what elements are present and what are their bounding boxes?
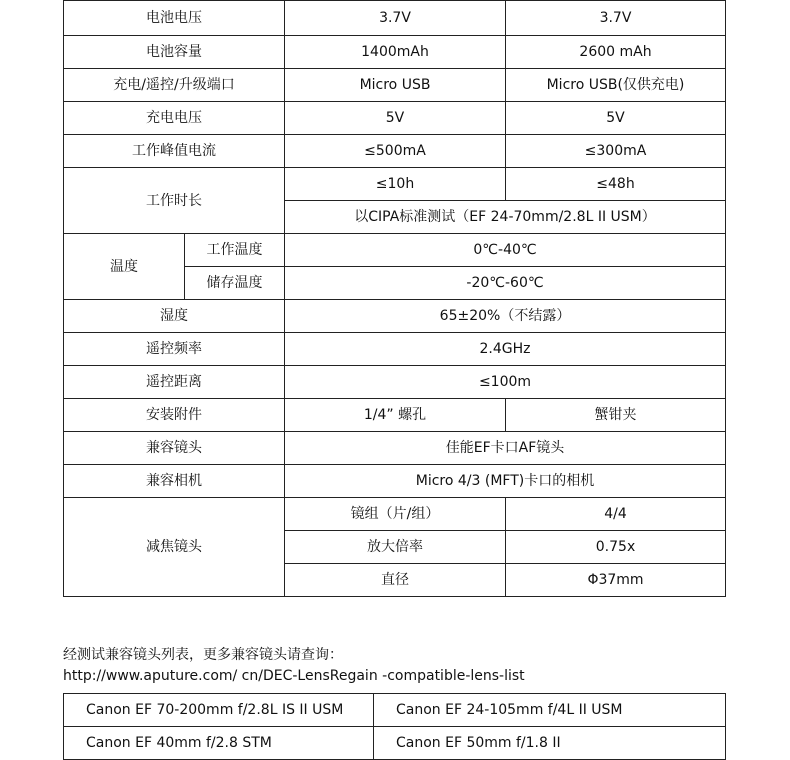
lens-list-table [63, 693, 726, 760]
row-label: 兼容镜头 [64, 432, 285, 465]
cell-value: Micro 4/3 (MFT)卡口的相机 [285, 465, 726, 498]
cell-value: 以CIPA标准测试（EF 24-70mm/2.8L II USM） [285, 201, 726, 234]
lens-cell: Canon EF 40mm f/2.8 STM [64, 727, 374, 760]
cell-value: 65±20%（不结露） [285, 300, 726, 333]
table-row [64, 168, 726, 201]
note-link[interactable]: http://www.aputure.com/ cn/DEC-LensRegain -compatible-lens-list [63, 668, 525, 684]
row-label: 充电/遥控/升级端口 [64, 69, 285, 102]
table-row [64, 333, 726, 366]
cell-value: 佳能EF卡口AF镜头 [285, 432, 726, 465]
cell-value: 0℃-40℃ [285, 234, 726, 267]
row-label: 电池电压 [64, 1, 285, 36]
note-text: 经测试兼容镜头列表，更多兼容镜头请查询： [63, 647, 343, 663]
cell-value: 1/4” 螺孔 [285, 399, 506, 432]
compatibility-note [63, 645, 525, 687]
lens-cell: Canon EF 50mm f/1.8 II [374, 727, 726, 760]
cell-value: 3.7V [285, 1, 506, 36]
table-row [64, 69, 726, 102]
table-row [64, 36, 726, 69]
sub-label: 工作温度 [185, 234, 285, 267]
cell-value: 5V [506, 102, 726, 135]
row-label: 充电电压 [64, 102, 285, 135]
table-row [64, 694, 726, 727]
sub-label: 镜组（片/组） [285, 498, 506, 531]
cell-value: 3.7V [506, 1, 726, 36]
cell-value: 2600 mAh [506, 36, 726, 69]
table-row [64, 399, 726, 432]
cell-value: ≤300mA [506, 135, 726, 168]
cell-value: Micro USB [285, 69, 506, 102]
cell-value: -20℃-60℃ [285, 267, 726, 300]
cell-value: Φ37mm [506, 564, 726, 597]
table-row [64, 135, 726, 168]
table-row [64, 465, 726, 498]
lens-cell: Canon EF 70-200mm f/2.8L IS II USM [64, 694, 374, 727]
cell-value: Micro USB(仅供充电) [506, 69, 726, 102]
row-label: 安装附件 [64, 399, 285, 432]
row-label: 兼容相机 [64, 465, 285, 498]
sub-label: 直径 [285, 564, 506, 597]
cell-value: ≤48h [506, 168, 726, 201]
row-label: 工作峰值电流 [64, 135, 285, 168]
row-label: 温度 [64, 234, 185, 300]
cell-value: 2.4GHz [285, 333, 726, 366]
row-label: 工作时长 [64, 168, 285, 234]
table-row [64, 300, 726, 333]
table-row [64, 1, 726, 36]
cell-value: 1400mAh [285, 36, 506, 69]
table-row [64, 234, 726, 267]
spec-table [63, 0, 726, 597]
row-label: 湿度 [64, 300, 285, 333]
table-row [64, 498, 726, 531]
table-row [64, 102, 726, 135]
row-label: 减焦镜头 [64, 498, 285, 597]
table-row [64, 727, 726, 760]
row-label: 遥控距离 [64, 366, 285, 399]
cell-value: 4/4 [506, 498, 726, 531]
cell-value: ≤100m [285, 366, 726, 399]
row-label: 遥控频率 [64, 333, 285, 366]
cell-value: 蟹钳夹 [506, 399, 726, 432]
sub-label: 储存温度 [185, 267, 285, 300]
table-row [64, 432, 726, 465]
lens-cell: Canon EF 24-105mm f/4L II USM [374, 694, 726, 727]
row-label: 电池容量 [64, 36, 285, 69]
cell-value: 5V [285, 102, 506, 135]
sub-label: 放大倍率 [285, 531, 506, 564]
cell-value: 0.75x [506, 531, 726, 564]
cell-value: ≤10h [285, 168, 506, 201]
cell-value: ≤500mA [285, 135, 506, 168]
table-row [64, 366, 726, 399]
